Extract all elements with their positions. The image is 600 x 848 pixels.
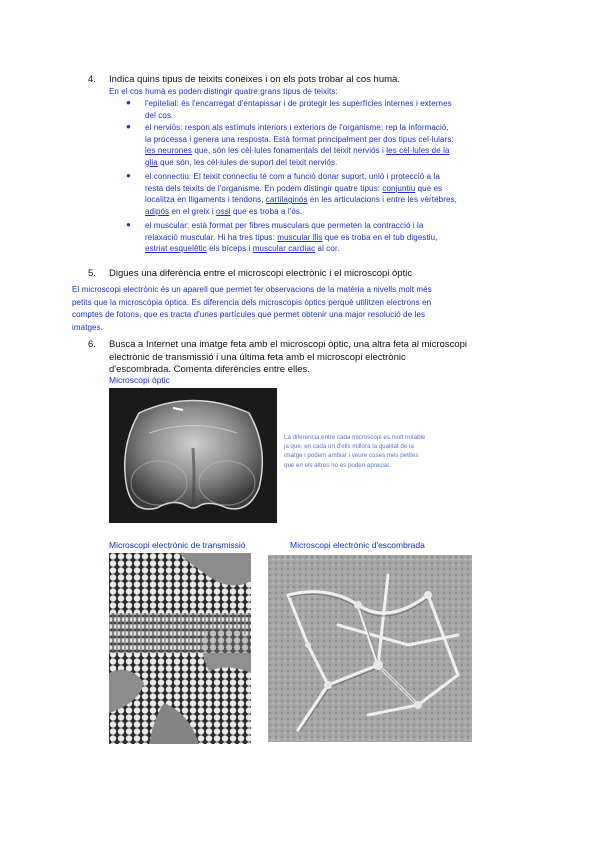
bullet-icon: ● [126,98,131,107]
label-escombrada: Microscopi electrònic d'escombrada [290,540,425,550]
question-6-text: Busca a Internet una imatge feta amb el microscopi òptic, una altra feta al microscopi electrònic de transmissió i una última feta amb el microscopi electrònic d'escombrada. Comenta diferències entre elles. [109,339,468,375]
answer-4-intro: En el cos humà es poden distingir quatre grans tipus de teixits: [109,87,338,96]
link-muscular-llis[interactable]: muscular llis [277,232,323,242]
link-conjuntiu[interactable]: conjuntiu [382,183,416,193]
sem-network-picture [268,555,472,742]
link-estriat[interactable]: estriat esquelètic [145,244,207,253]
tissue-nervios: el nerviós: respon als estímuls interiors i exteriors de l'organisme; rep la informació, la processa i genera una resposta. Està format principalment per dos tipus cel·lulars: les neurones que, són les cèl·lules fonamentals del teixit nerviós i les cèl·lules de la glia que són, les cèl·lules de suport del teixit nerviós. [145,123,454,167]
link-glia-cont[interactable]: glia [145,157,158,167]
link-cartilaginos[interactable]: cartilaginós [265,195,308,204]
tissue-epitelial: l'epitelial: és l'encarregat d'entapissar i de protegir les superfícies internes i externes del cos. [145,99,452,120]
tissue-muscular: el muscular: està format per fibres musculars que permeten la contracció i la relaxació muscular. Hi ha tres tipus: muscular llis que es troba en el tub digestiu, estriat esquelètic els bíceps i muscular cardíac al cor. [145,221,438,253]
bullet-icon: ● [126,171,131,180]
sem-image [268,555,472,742]
question-4-text: Indica quins tipus de teixits coneixes i on els pots trobar al cos humà. [109,74,400,85]
question-6-number: 6. [88,339,96,350]
link-adipos[interactable]: adipós [145,206,170,216]
link-glia[interactable]: les cèl·lules de la [386,146,450,155]
bullet-icon: ● [126,122,131,131]
question-5-text: Digues una diferència entre el microscopi electrònic i el microscopi òptic [109,268,413,279]
optical-microscope-image [109,388,277,523]
tem-image [109,553,251,744]
label-transmissio: Microscopi electrònic de transmissió [109,540,246,550]
label-microscopi-optic: Microscopi òptic [109,375,170,385]
optical-cell-picture [109,388,277,523]
link-neurones[interactable]: les neurones [145,146,193,155]
link-ossi[interactable]: ossi [216,206,231,216]
bullet-icon: ● [126,220,131,229]
tissue-connectiu: el connectiu: El teixit connectiu té com a funció donar suport, unió i protecció a la resta dels teixits de l'organisme. En podem distingir quatre tipus: conjuntiu que es localitza en lligaments i tendons, cartilaginós en les articulacions i entre les vèrtebres, adipós en el greix i ossi que es troba a l'ós. [145,172,457,216]
link-muscular-cardiac[interactable]: muscular cardíac [252,244,316,253]
comparison-comment: La diferencia entre cada microscopi es molt notable ja que, en cada un d'ells millora la qualitat de la imatge i podem ambiar i veure coses més petites que en els altres no es poden apreciar. [284,434,426,469]
question-4-number: 4. [88,74,96,85]
question-5-number: 5. [88,268,96,279]
answer-5: El microscopi electrònic és un aparell que permet fer observacions de la matèria a nivells molt més petits que la microscòpia òptica. Es diferencia dels microscopis òptics perquè utilitzen electrons en comptes de fotons, que es tracta d'unes partícules que permet obtenir una major resolució de les imatges. [72,285,432,332]
tem-particles-picture [109,553,251,744]
